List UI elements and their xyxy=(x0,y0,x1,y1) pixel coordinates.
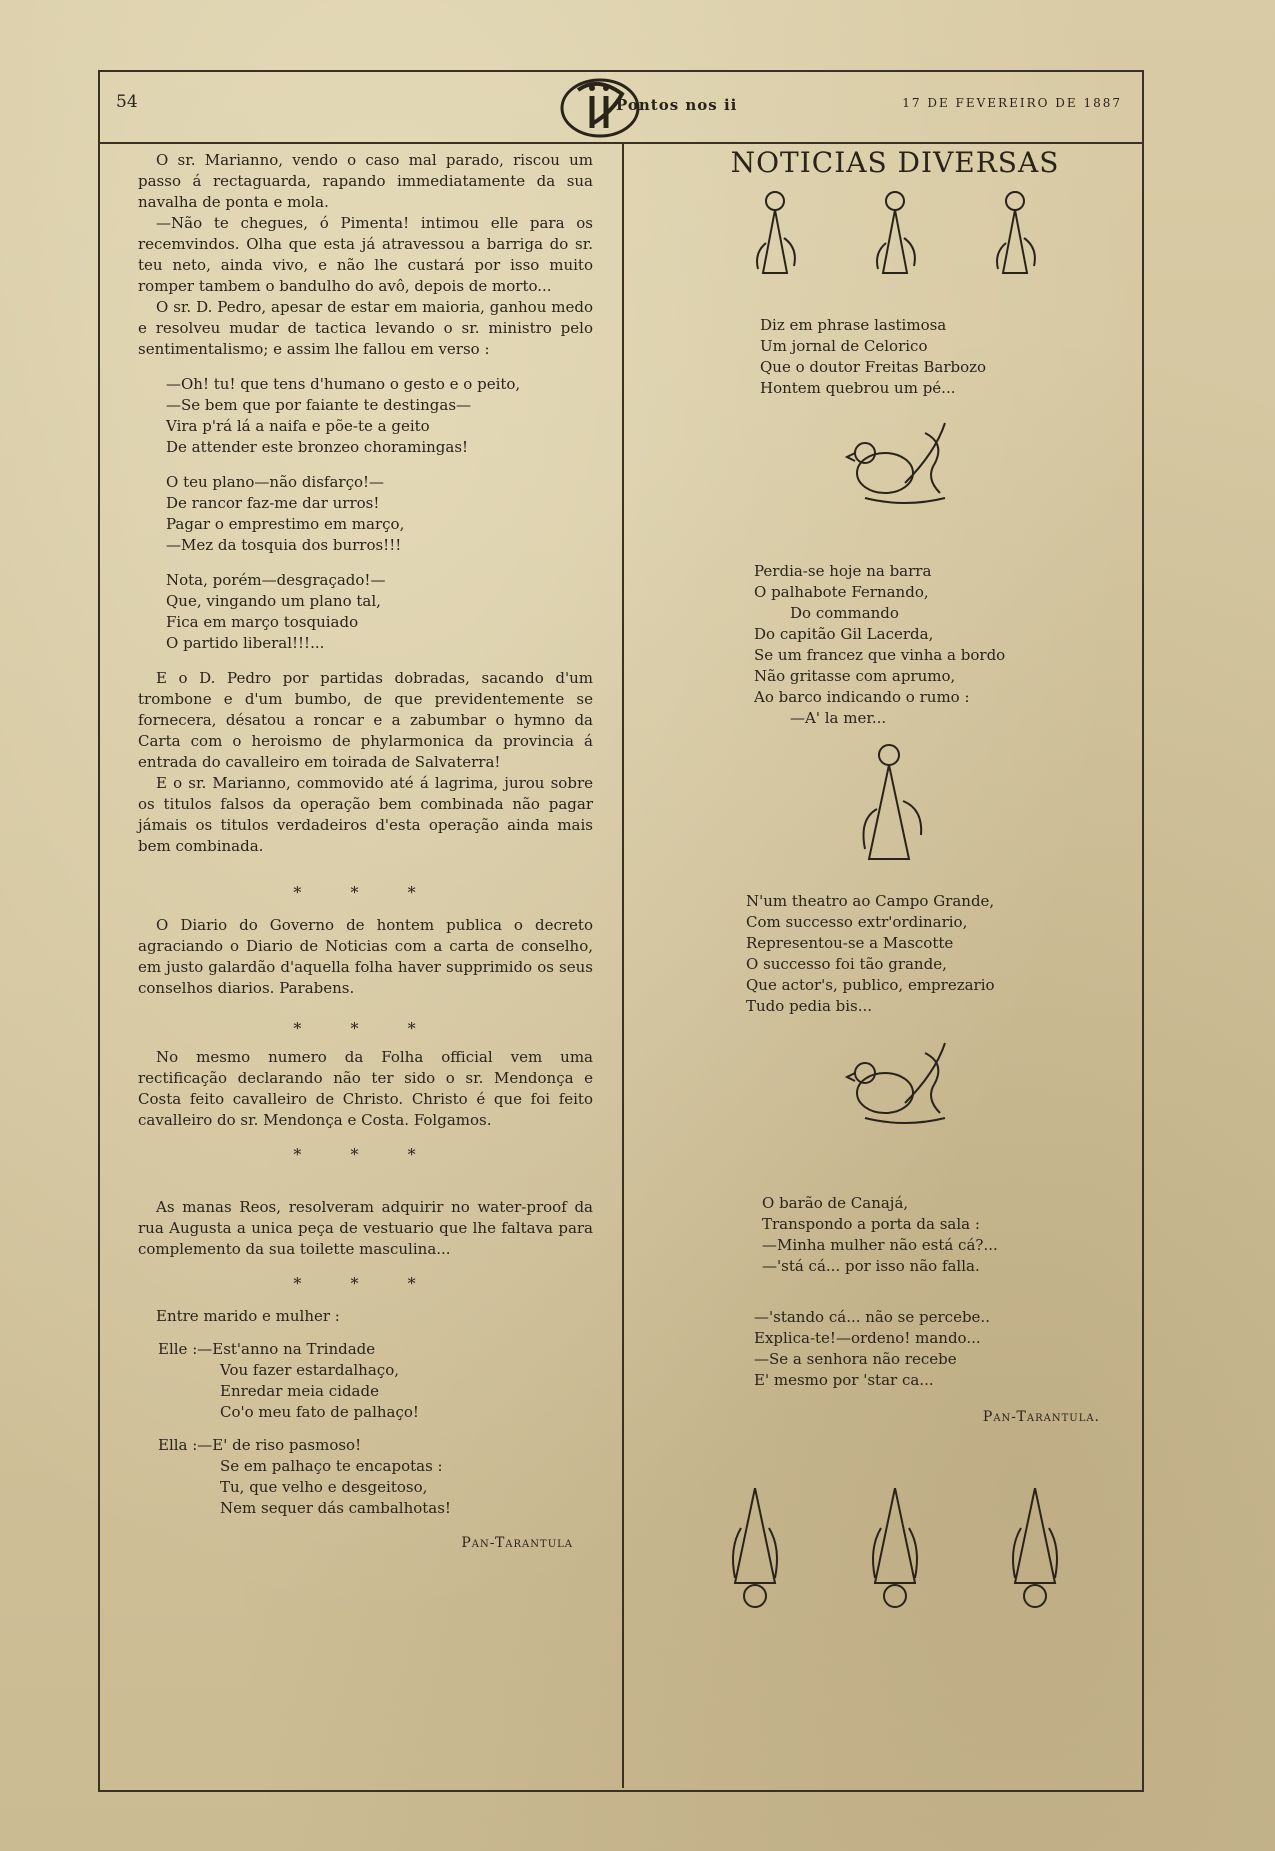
signature: Pan-Tarantula. xyxy=(982,1409,1100,1425)
verse-line: Que o doutor Freitas Barbozo xyxy=(760,358,987,376)
verse-line: Ao barco indicando o rumo : xyxy=(754,688,970,706)
verse-line: Nem sequer dás cambalhotas! xyxy=(220,1499,451,1517)
masthead-title: Pontos nos ii xyxy=(616,96,738,114)
verse-line: Vou fazer estardalhaço, xyxy=(220,1361,399,1379)
verse-line: Transpondo a porta da sala : xyxy=(762,1215,980,1233)
verse-stanza xyxy=(754,1307,1130,1391)
separator-stars: * * * xyxy=(293,1274,438,1293)
verse-line: Não gritasse com aprumo, xyxy=(754,667,956,685)
verse-line: Tu, que velho e desgeitoso, xyxy=(220,1478,428,1496)
paragraph: E o sr. Marianno, commovido até á lagrima, jurou sobre os titulos falsos da operação bem combinada não pagar jámais os titulos verdadeiros d'esta operação ainda mais bem combinada. xyxy=(138,774,593,855)
jester-figures-illustration xyxy=(715,183,1075,293)
verse-stanza xyxy=(166,374,593,458)
verse-line: Do capitão Gil Lacerda, xyxy=(754,625,934,643)
verse-line: —Se bem que por faiante te destingas— xyxy=(166,396,472,414)
verse-line: Que actor's, publico, emprezario xyxy=(746,976,995,994)
verse-line: Um jornal de Celorico xyxy=(760,337,928,355)
verse-line: —Mez da tosquia dos burros!!! xyxy=(166,536,402,554)
verse-line: Pagar o emprestimo em março, xyxy=(166,515,405,533)
verse-stanza xyxy=(754,561,1130,729)
paragraph: O sr. D. Pedro, apesar de estar em maioria, ganhou medo e resolveu mudar de tactica levando o sr. ministro pelo sentimentalismo; e assim lhe fallou em verso : xyxy=(138,298,593,358)
masthead-logo xyxy=(548,70,778,140)
separator-stars: * * * xyxy=(293,883,438,902)
verse-line: Hontem quebrou um pé... xyxy=(760,379,956,397)
verse-line: Que, vingando um plano tal, xyxy=(166,592,381,610)
verse-line: Nota, porém—desgraçado!— xyxy=(166,571,386,589)
paragraph: Entre marido e mulher : xyxy=(156,1307,340,1325)
verse-line: E' mesmo por 'star ca... xyxy=(754,1371,934,1389)
parrot-illustration xyxy=(825,413,965,543)
jester-illustration xyxy=(825,739,965,869)
verse-line: —'stando cá... não se percebe.. xyxy=(754,1308,990,1326)
verse-line: De rancor faz-me dar urros! xyxy=(166,494,380,512)
verse-line: Perdia-se hoje na barra xyxy=(754,562,932,580)
verse-line: N'um theatro ao Campo Grande, xyxy=(746,892,995,910)
page-number: 54 xyxy=(116,92,138,112)
verse-stanza xyxy=(166,472,593,556)
paragraph: —Não te chegues, ó Pimenta! intimou elle para os recemvindos. Olha que esta já atravessou a barriga do sr. teu neto, ainda vivo, e não lhe custará por isso muito romper tambem o bandulho do avô, depois de morto... xyxy=(138,214,593,295)
paragraph: As manas Reos, resolveram adquirir no water-proof da rua Augusta a unica peça de vestuario que lhe faltava para complemento da sua toilette masculina... xyxy=(138,1198,593,1258)
paragraph: No mesmo numero da Folha official vem uma rectificação declarando não ter sido o sr. Mendonça e Costa feito cavalleiro de Christo. Christo é que foi feito cavalleiro do sr. Mendonça e Costa. Folgamos. xyxy=(138,1048,593,1129)
verse-line: O successo foi tão grande, xyxy=(746,955,947,973)
verse-line: Elle :—Est'anno na Trindade xyxy=(158,1340,376,1358)
verse-line: O palhabote Fernando, xyxy=(754,583,929,601)
verse-stanza xyxy=(762,1193,1130,1277)
verse-line: O teu plano—não disfarço!— xyxy=(166,473,385,491)
verse-line: —'stá cá... por isso não falla. xyxy=(762,1257,980,1275)
verse-line: —Se a senhora não recebe xyxy=(754,1350,957,1368)
verse-line: Se em palhaço te encapotas : xyxy=(220,1457,443,1475)
verse-line: Tudo pedia bis... xyxy=(746,997,873,1015)
verse-line: Enredar meia cidade xyxy=(220,1382,379,1400)
right-column xyxy=(660,146,1130,1628)
verse-line: —A' la mer... xyxy=(790,709,887,727)
verse-line: De attender este bronzeo choramingas! xyxy=(166,438,469,456)
left-column xyxy=(138,150,593,1554)
parrot-illustration xyxy=(825,1033,965,1163)
verse-stanza xyxy=(158,1339,593,1423)
verse-line: Com successo extr'ordinario, xyxy=(746,913,968,931)
paragraph: E o D. Pedro por partidas dobradas, sacando d'um trombone e d'um bumbo, de que previdentemente se fornecera, désatou a roncar e a zabumbar o hymno da Carta com o heroismo de phylarmonica da provincia á entrada do cavalleiro em toirada de Salvaterra! xyxy=(138,669,593,771)
verse-stanza xyxy=(746,891,1130,1017)
verse-line: Diz em phrase lastimosa xyxy=(760,316,947,334)
issue-date: 17 DE FEVEREIRO DE 1887 xyxy=(902,96,1122,110)
hanging-jesters-illustration xyxy=(695,1488,1095,1628)
paragraph: O Diario do Governo de hontem publica o decreto agraciando o Diario de Noticias com a carta de conselho, em justo galardão d'aquella folha haver supprimido os seus conselhos diarios. Parabens. xyxy=(138,916,593,997)
verse-line: Do commando xyxy=(790,604,899,622)
column-divider xyxy=(622,142,624,1788)
verse-line: Fica em março tosquiado xyxy=(166,613,359,631)
verse-line: O barão de Canajá, xyxy=(762,1194,909,1212)
verse-line: Vira p'rá lá a naifa e põe-te a geito xyxy=(166,417,430,435)
verse-line: Explica-te!—ordeno! mando... xyxy=(754,1329,981,1347)
verse-line: —Minha mulher não está cá?... xyxy=(762,1236,998,1254)
verse-line: Co'o meu fato de palhaço! xyxy=(220,1403,419,1421)
verse-line: Se um francez que vinha a bordo xyxy=(754,646,1006,664)
verse-line: Ella :—E' de riso pasmoso! xyxy=(158,1436,362,1454)
verse-stanza xyxy=(166,570,593,654)
verse-stanza xyxy=(158,1435,593,1519)
verse-stanza xyxy=(760,315,1130,399)
separator-stars: * * * xyxy=(293,1019,438,1038)
signature: Pan-Tarantula xyxy=(461,1535,573,1551)
page-header xyxy=(98,70,1142,144)
verse-line: —Oh! tu! que tens d'humano o gesto e o peito, xyxy=(166,375,521,393)
paragraph: O sr. Marianno, vendo o caso mal parado, riscou um passo á rectaguarda, rapando immediatamente da sua navalha de ponta e mola. xyxy=(138,151,593,211)
verse-line: O partido liberal!!!... xyxy=(166,634,325,652)
section-title: NOTICIAS DIVERSAS xyxy=(730,146,1060,179)
verse-line: Representou-se a Mascotte xyxy=(746,934,954,952)
separator-stars: * * * xyxy=(293,1145,438,1164)
